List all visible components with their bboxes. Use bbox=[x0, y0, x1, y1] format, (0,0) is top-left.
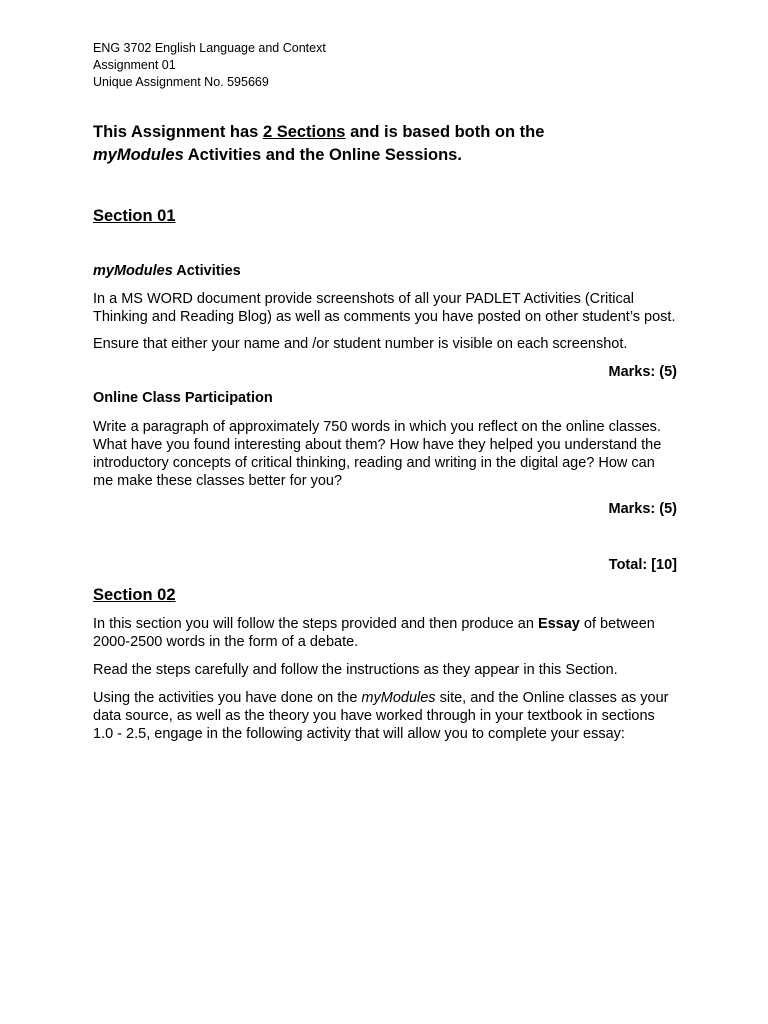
section-02-heading: Section 02 bbox=[93, 586, 176, 604]
mymodules-activities-heading: myModules Activities bbox=[93, 263, 241, 279]
unique-assignment-number: Unique Assignment No. 595669 bbox=[93, 75, 269, 89]
section-02-intro: In this section you will follow the steps provided and then produce an Essay of between 2000-2500 words in the form of a debate. bbox=[93, 616, 655, 650]
document-page bbox=[93, 40, 677, 743]
online-participation-instructions: Write a paragraph of approximately 750 words in which you reflect on the online classes. What have you found interesting about them? How have they helped you understand the introductory concepts of critical thinking, reading and writing in the digital age? How can me make these classes better for you? bbox=[93, 419, 662, 489]
section-01-heading: Section 01 bbox=[93, 207, 176, 225]
assignment-number: Assignment 01 bbox=[93, 58, 176, 72]
assignment-overview-title: This Assignment has 2 Sections and is based both on the myModules Activities and the Online Sessions. bbox=[93, 123, 545, 164]
online-participation-heading: Online Class Participation bbox=[93, 390, 273, 406]
course-title: ENG 3702 English Language and Context bbox=[93, 41, 326, 55]
mymodules-instructions: In a MS WORD document provide screenshots of all your PADLET Activities (Critical Thinking and Reading Blog) as well as comments you have posted on other student’s post. bbox=[93, 291, 676, 325]
section-02-activity-instructions: Using the activities you have done on the myModules site, and the Online classes as your data source, as well as the theory you have worked through in your textbook in sections 1.0 - 2.5, engage in the following activity that will allow you to complete your essay: bbox=[93, 690, 669, 742]
sections-count: 2 Sections bbox=[262, 123, 346, 141]
section-02-read-steps: Read the steps carefully and follow the instructions as they appear in this Section. bbox=[93, 662, 618, 678]
section-01-total: Total: [10] bbox=[608, 557, 677, 573]
screenshot-visibility-note: Ensure that either your name and /or student number is visible on each screenshot. bbox=[93, 336, 628, 352]
online-participation-marks: Marks: (5) bbox=[608, 501, 677, 517]
mymodules-marks: Marks: (5) bbox=[608, 364, 677, 380]
